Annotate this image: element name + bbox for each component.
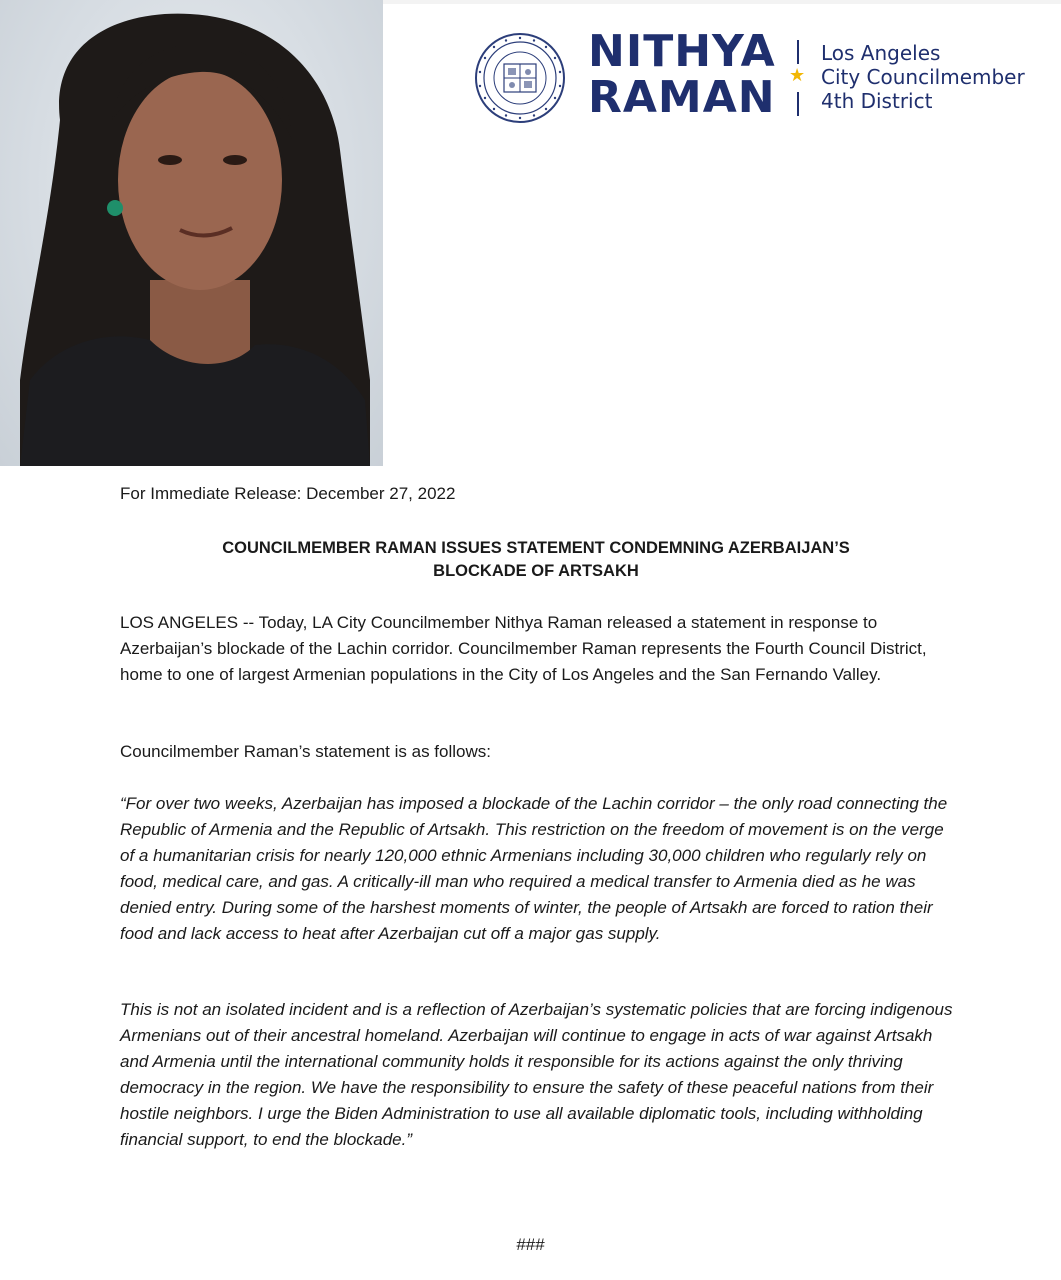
statement-quote-paragraph-2: This is not an isolated incident and is a reflection of Azerbaijan’s systematic policies that are forcing indigenous Armenians out of their ancestral homeland. Azerbaijan will continue to engage in acts of war against Artsakh and Armenia until the international community holds it responsible for its actions against the only thriving democracy in the region. We have the responsibility to ensure the safety of these peaceful nations from their hostile neighbors. I urge the Biden Administration to use all available diplomatic tools, including withholding financial support, to end the blockade.” — [120, 1000, 953, 1149]
brand-divider-bottom — [797, 92, 799, 116]
star-icon: ★ — [789, 65, 806, 85]
headline-line-1: COUNCILMEMBER RAMAN ISSUES STATEMENT CONDEMNING AZERBAIJAN’S — [222, 539, 850, 557]
brand-divider-top — [797, 40, 799, 64]
release-date: For Immediate Release: December 27, 2022 — [120, 484, 456, 503]
headline-line-2: BLOCKADE OF ARTSAKH — [433, 562, 639, 580]
portrait-illustration — [0, 0, 383, 466]
brand-subtitle-city: Los Angeles — [821, 41, 941, 65]
intro-paragraph: LOS ANGELES -- Today, LA City Councilmember Nithya Raman released a statement in response to Azerbaijan’s blockade of the Lachin corridor. Councilmember Raman represents the Fourth Council District, home to one of largest Armenian populations in the City of Los Angeles and the San Fernando Valley. — [120, 613, 927, 684]
statement-quote-paragraph-1: “For over two weeks, Azerbaijan has imposed a blockade of the Lachin corridor – the only road connecting the Republic of Armenia and the Republic of Artsakh. This restriction on the freedom of movement is on the verge of a humanitarian crisis for nearly 120,000 ethnic Armenians including 30,000 children who regularly rely on food, medical care, and gas. A critically-ill man who required a medical transfer to Armenia died as he was denied entry. During some of the harshest moments of winter, the people of Artsakh are forced to ration their food and lack access to heat after Azerbaijan cut off a major gas supply. — [120, 794, 948, 943]
brand-subtitle-role: City Councilmember — [821, 65, 1025, 89]
city-seal-icon — [474, 32, 566, 124]
brand-name-last: RAMAN — [588, 72, 776, 123]
councilmember-portrait — [0, 0, 383, 466]
brand-subtitle — [821, 41, 1025, 113]
statement-lead: Councilmember Raman’s statement is as follows: — [120, 742, 491, 761]
press-headline — [120, 537, 952, 583]
brand-name-first: NITHYA — [588, 26, 776, 77]
brand-subtitle-district: 4th District — [821, 89, 933, 113]
top-band — [383, 0, 1061, 4]
end-mark: ### — [516, 1235, 545, 1254]
brand-wordmark — [588, 26, 776, 123]
